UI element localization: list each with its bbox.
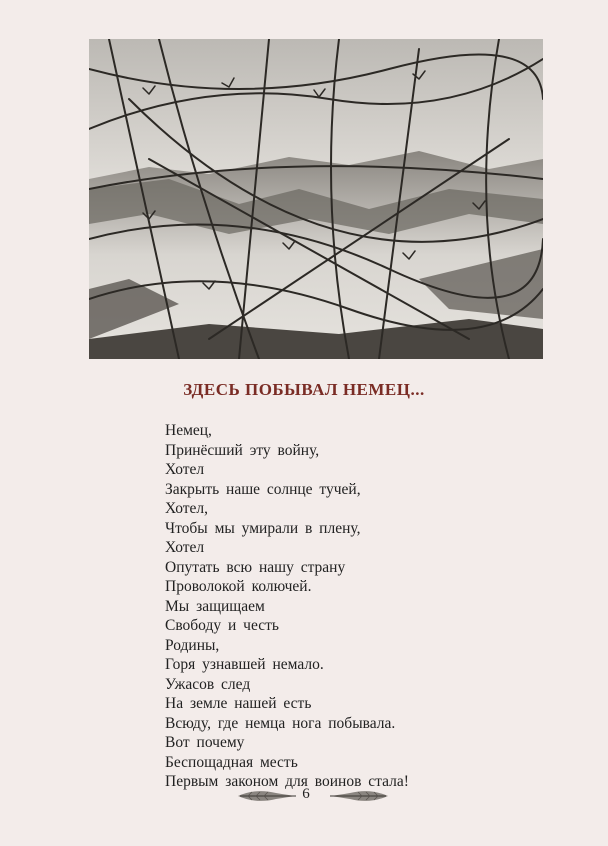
poem-line: Ужасов след: [165, 675, 251, 693]
poem-line: Мы защищаем: [165, 597, 265, 615]
poem-line: Опутать всю нашу страну: [165, 558, 346, 576]
poem-line: Горя узнавшей немало.: [165, 656, 324, 673]
poem-line: Хотел: [165, 539, 205, 556]
feather-ornament-left-icon: [236, 787, 298, 805]
poem-line: Вот почему: [165, 734, 245, 751]
poem-line: Чтобы мы умирали в плену,: [165, 519, 361, 537]
poem-line: Первым законом для воинов стала!: [165, 773, 409, 790]
poem-line: Хотел,: [165, 500, 209, 517]
poem-line: Немец,: [165, 422, 212, 439]
poem-title: ЗДЕСЬ ПОБЫВАЛ НЕМЕЦ...: [183, 380, 425, 399]
poem-line: Хотел: [165, 461, 205, 478]
poem-line: Всюду, где немца нога побывала.: [165, 714, 396, 732]
poem-line: На земле нашей есть: [165, 695, 312, 712]
feather-ornament-right-icon: [328, 787, 390, 805]
poem-line: Родины,: [165, 636, 220, 654]
barbed-wire-photo: [89, 39, 543, 359]
page-footer: [0, 784, 608, 808]
poem-line: Принёсший эту войну,: [165, 441, 320, 459]
poem-line: Проволокой колючей.: [165, 578, 312, 595]
poem-line: Беспощадная месть: [165, 753, 298, 771]
poem-line: Свободу и честь: [165, 617, 279, 634]
page-number: 6: [302, 786, 310, 802]
barbed-wire-illustration: [89, 39, 543, 359]
poem-text: [165, 421, 485, 792]
poem-line: Закрыть наше солнце тучей,: [165, 480, 361, 498]
